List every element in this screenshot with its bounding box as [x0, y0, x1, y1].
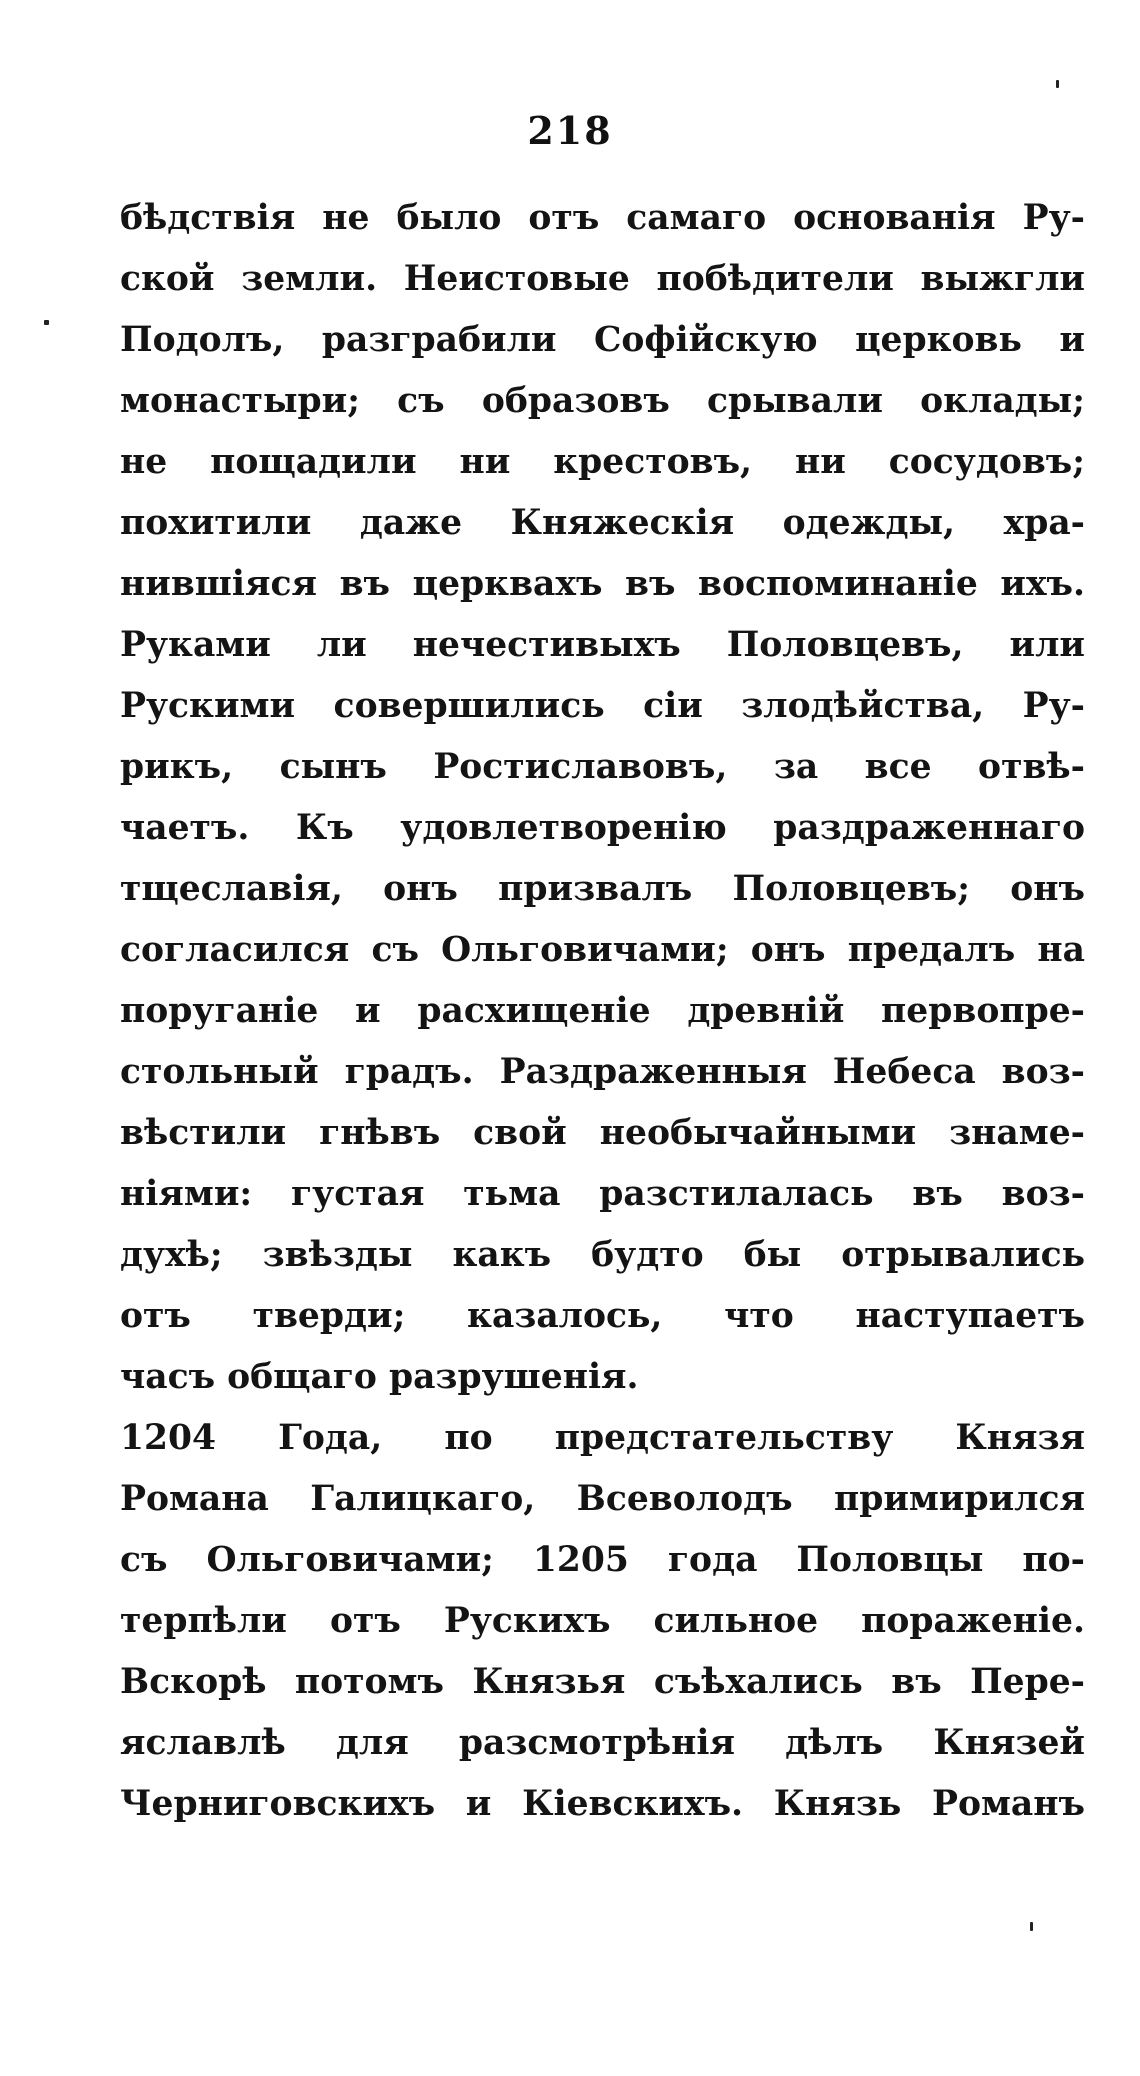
text-line: вѣстили гнѣвъ свой необычайными знаме- — [120, 1113, 1085, 1153]
scan-speck — [44, 320, 49, 325]
text-line: Рускими совершились сіи злодѣйства, Ру- — [120, 686, 1085, 726]
text-line: похитили даже Княжескія одежды, хра- — [120, 503, 1085, 543]
text-line: ніями: густая тьма разстилалась въ воз- — [120, 1174, 1085, 1214]
text-line: терпѣли отъ Рускихъ сильное пораженіе. — [120, 1601, 1085, 1641]
text-line-paragraph-end: часъ общаго разрушенія. — [120, 1357, 639, 1397]
text-line: нившіяся въ церквахъ въ воспоминаніе ихъ. — [120, 564, 1085, 604]
text-line: не пощадили ни крестовъ, ни сосудовъ; — [120, 442, 1085, 482]
text-line: монастыри; съ образовъ срывали оклады; — [120, 381, 1085, 421]
text-line: Руками ли нечестивыхъ Половцевъ, или — [120, 625, 1085, 665]
page-number: 218 — [527, 108, 613, 153]
text-line: съ Ольговичами; 1205 года Половцы по- — [120, 1540, 1085, 1580]
text-line: согласился съ Ольговичами; онъ предалъ на — [120, 930, 1085, 970]
text-line: поруганіе и расхищеніе древній первопре- — [120, 991, 1085, 1031]
text-line: Черниговскихъ и Кіевскихъ. Князь Романъ — [120, 1784, 1085, 1824]
text-line: Вскорѣ потомъ Князья съѣхались въ Пере- — [120, 1662, 1085, 1702]
text-line: тщеславія, онъ призвалъ Половцевъ; онъ — [120, 869, 1085, 909]
text-line: бѣдствія не было отъ самаго основанія Ру- — [120, 198, 1085, 238]
body-text — [120, 188, 1085, 1835]
text-line: отъ тверди; казалось, что наступаетъ — [120, 1296, 1085, 1336]
text-line: духѣ; звѣзды какъ будто бы отрывались — [120, 1235, 1085, 1275]
text-line: Романа Галицкаго, Всеволодъ примирился — [120, 1479, 1085, 1519]
scan-speck — [1030, 1922, 1033, 1931]
text-line: яславлѣ для разсмотрѣнія дѣлъ Князей — [120, 1723, 1085, 1763]
text-line: чаетъ. Къ удовлетворенію раздраженнаго — [120, 808, 1085, 848]
scan-speck — [1056, 80, 1059, 88]
text-line: 1204 Года, по предстательству Князя — [120, 1418, 1085, 1458]
text-line: стольный градъ. Раздраженныя Небеса воз- — [120, 1052, 1085, 1092]
text-line: рикъ, сынъ Ростиславовъ, за все отвѣ- — [120, 747, 1085, 787]
text-line: Подолъ, разграбили Софійскую церковь и — [120, 320, 1085, 360]
text-line: ской земли. Неистовые побѣдители выжгли — [120, 259, 1085, 299]
